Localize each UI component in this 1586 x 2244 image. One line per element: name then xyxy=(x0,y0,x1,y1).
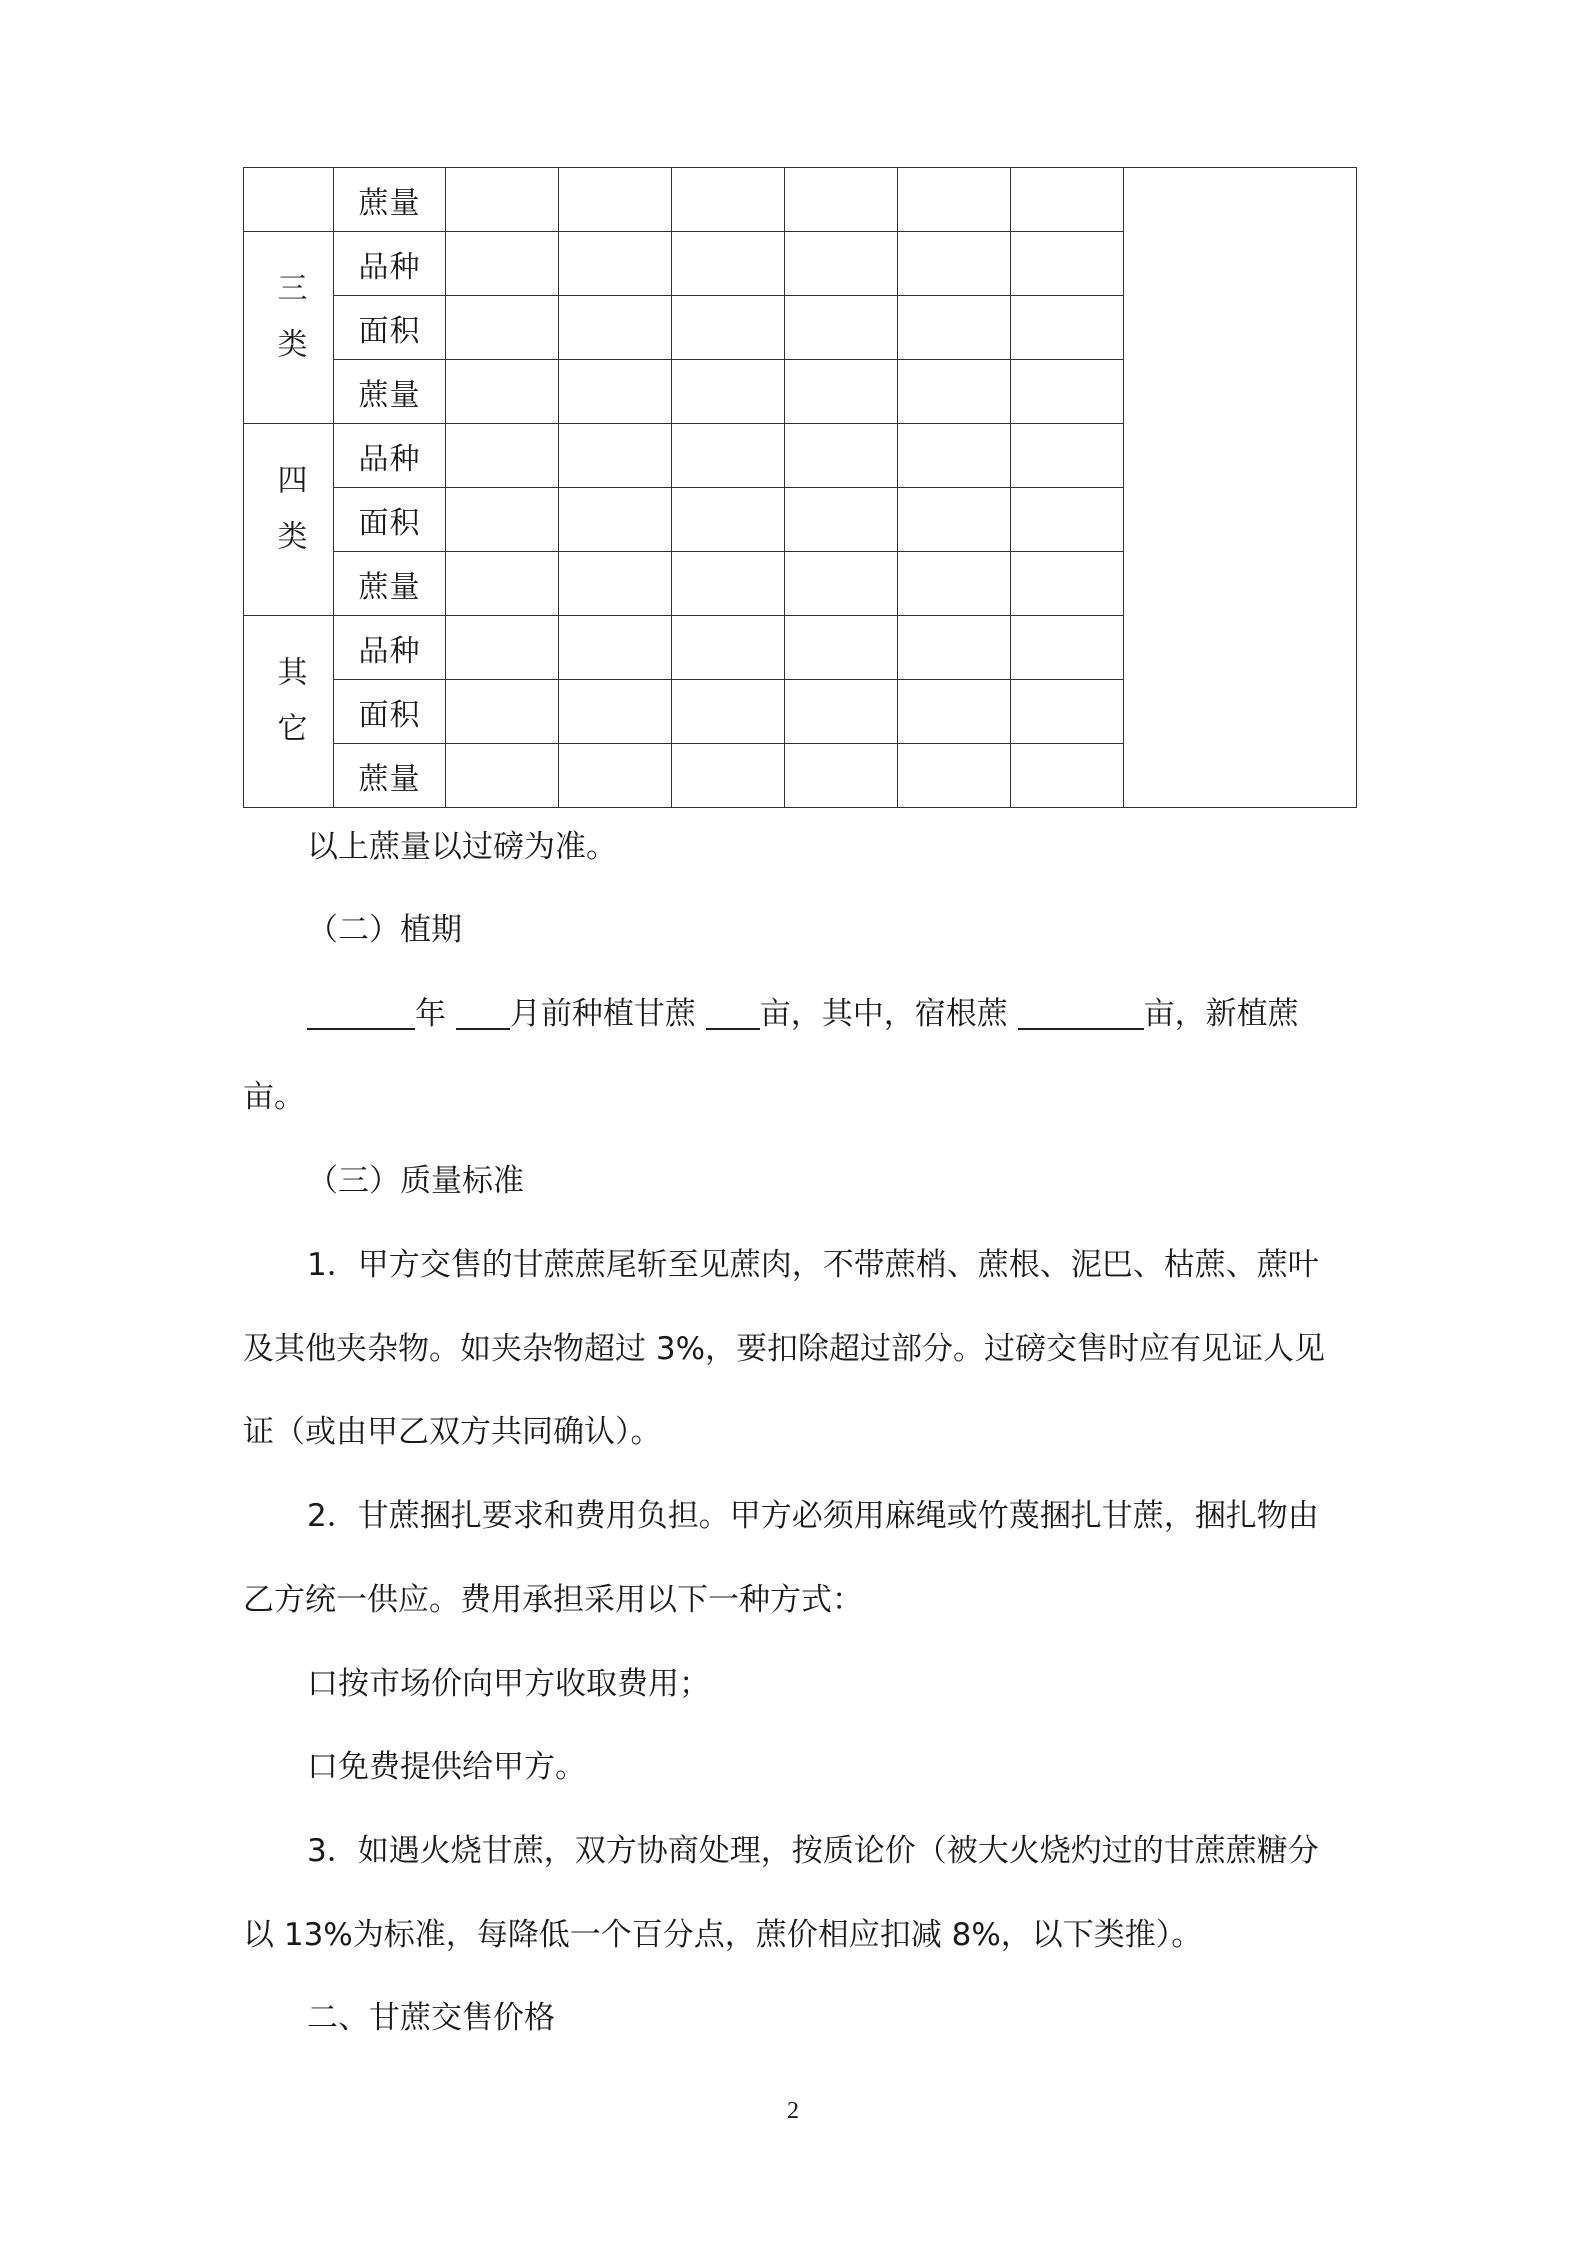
table-cell xyxy=(1011,360,1124,424)
option-free-supply[interactable]: 口免费提供给甲方。 xyxy=(307,1749,586,1785)
table-cell xyxy=(446,360,559,424)
row-label: 品种 xyxy=(334,616,446,680)
weighing-note: 以上蔗量以过磅为准。 xyxy=(307,829,617,865)
table-cell xyxy=(785,552,898,616)
row-label: 品种 xyxy=(334,424,446,488)
table-cell xyxy=(898,424,1011,488)
table-cell xyxy=(672,616,785,680)
table-cell xyxy=(672,680,785,744)
table-cell xyxy=(446,744,559,808)
section-heading-quality: （三）质量标准 xyxy=(307,1163,524,1199)
table-cell xyxy=(785,424,898,488)
table-cell xyxy=(785,168,898,232)
sugarcane-table xyxy=(243,167,1357,808)
option-market-price[interactable]: 口按市场价向甲方收取费用； xyxy=(307,1666,710,1702)
table-cell xyxy=(785,616,898,680)
table-cell xyxy=(785,232,898,296)
table-cell xyxy=(1011,488,1124,552)
table-cell xyxy=(785,488,898,552)
table-cell xyxy=(446,232,559,296)
table-cell xyxy=(1011,744,1124,808)
month-blank[interactable] xyxy=(456,998,510,1030)
table-cell xyxy=(672,168,785,232)
table-cell xyxy=(559,488,672,552)
table-cell xyxy=(559,424,672,488)
category-cell: 三类 xyxy=(244,232,334,424)
table-cell xyxy=(1011,424,1124,488)
table-cell xyxy=(785,296,898,360)
table-cell xyxy=(559,296,672,360)
table-cell xyxy=(672,744,785,808)
table-cell xyxy=(672,360,785,424)
table-cell xyxy=(1011,616,1124,680)
table-cell xyxy=(898,744,1011,808)
row-label: 面积 xyxy=(334,296,446,360)
table-cell xyxy=(898,296,1011,360)
table-cell xyxy=(898,232,1011,296)
table-cell xyxy=(559,360,672,424)
item3-line1: 3．如遇火烧甘蔗，双方协商处理，按质论价（被大火烧灼过的甘蔗蔗糖分 xyxy=(307,1833,1319,1869)
table-cell xyxy=(446,680,559,744)
ratoon-area-blank[interactable] xyxy=(1018,998,1144,1030)
table-cell xyxy=(898,168,1011,232)
table-cell xyxy=(898,488,1011,552)
table-cell xyxy=(1011,168,1124,232)
category-cell-empty xyxy=(244,168,334,232)
table-cell xyxy=(898,616,1011,680)
table-cell xyxy=(785,744,898,808)
table-cell xyxy=(559,168,672,232)
section-heading-planting: （二）植期 xyxy=(307,912,462,948)
table-cell xyxy=(559,552,672,616)
table-cell xyxy=(1011,552,1124,616)
row-label: 面积 xyxy=(334,680,446,744)
category-cell: 其它 xyxy=(244,616,334,808)
item3-line2: 以 13%为标准，每降低一个百分点，蔗价相应扣减 8%，以下类推）。 xyxy=(243,1917,1203,1953)
table-cell xyxy=(559,616,672,680)
table-cell xyxy=(1011,296,1124,360)
section-heading-price: 二、甘蔗交售价格 xyxy=(307,2000,555,2036)
table-cell xyxy=(672,424,785,488)
table-cell xyxy=(446,488,559,552)
item2-line1: 2．甘蔗捆扎要求和费用负担。甲方必须用麻绳或竹蔑捆扎甘蔗，捆扎物由 xyxy=(307,1498,1319,1534)
area-blank[interactable] xyxy=(706,998,760,1030)
table-cell xyxy=(898,680,1011,744)
planting-line: 年 月前种植甘蔗 亩，其中，宿根蔗 亩，新植蔗 xyxy=(307,994,1356,1034)
table-cell xyxy=(672,552,785,616)
row-label: 品种 xyxy=(334,232,446,296)
table-cell xyxy=(446,296,559,360)
table-cell xyxy=(785,360,898,424)
page-number: 2 xyxy=(787,2098,799,2124)
table-cell xyxy=(1011,680,1124,744)
year-blank[interactable] xyxy=(307,998,415,1030)
table-cell xyxy=(559,744,672,808)
table-cell xyxy=(446,552,559,616)
table-cell xyxy=(446,616,559,680)
table-cell xyxy=(1011,232,1124,296)
row-label: 蔗量 xyxy=(334,360,446,424)
item1-line2: 及其他夹杂物。如夹杂物超过 3%，要扣除超过部分。过磅交售时应有见证人见 xyxy=(243,1331,1326,1367)
table-cell xyxy=(446,424,559,488)
planting-line-end: 亩。 xyxy=(243,1079,305,1115)
table-row xyxy=(244,168,1357,232)
table-cell xyxy=(446,168,559,232)
table-cell xyxy=(672,296,785,360)
table-cell xyxy=(898,552,1011,616)
row-label: 蔗量 xyxy=(334,744,446,808)
table-cell xyxy=(898,360,1011,424)
table-cell xyxy=(559,680,672,744)
row-label: 蔗量 xyxy=(334,168,446,232)
row-label: 蔗量 xyxy=(334,552,446,616)
table-cell xyxy=(559,232,672,296)
row-label: 面积 xyxy=(334,488,446,552)
item2-line2: 乙方统一供应。费用承担采用以下一种方式： xyxy=(243,1582,863,1618)
category-cell: 四类 xyxy=(244,424,334,616)
remarks-cell xyxy=(1124,168,1357,808)
item1-line1: 1．甲方交售的甘蔗蔗尾斩至见蔗肉，不带蔗梢、蔗根、泥巴、枯蔗、蔗叶 xyxy=(307,1247,1319,1283)
table-cell xyxy=(785,680,898,744)
table-cell xyxy=(672,488,785,552)
item1-line3: 证（或由甲乙双方共同确认）。 xyxy=(243,1414,662,1450)
table-cell xyxy=(672,232,785,296)
